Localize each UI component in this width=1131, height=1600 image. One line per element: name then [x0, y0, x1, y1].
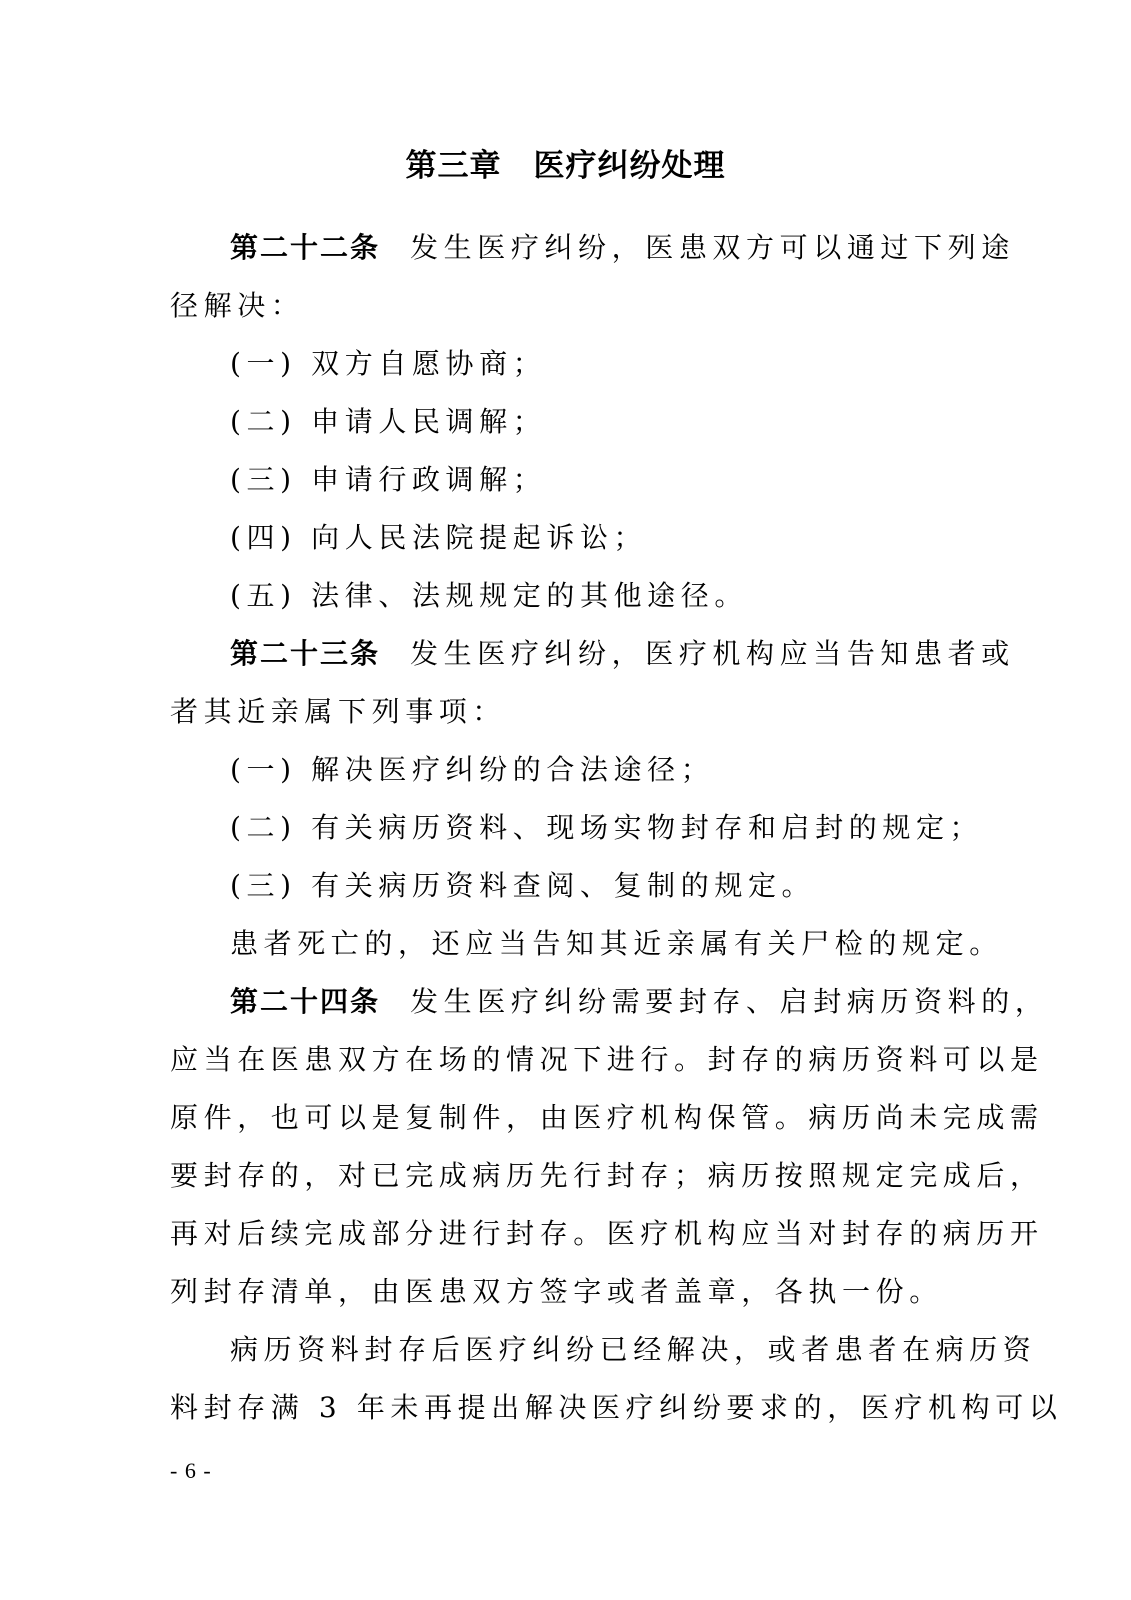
article-24-line: 再对后续完成部分进行封存。医疗机构应当对封存的病历开 — [170, 1217, 1044, 1250]
article-24-text: 发生医疗纠纷需要封存、启封病历资料的， — [410, 985, 1049, 1018]
article-24-line: 列封存清单，由医患双方签字或者盖章，各执一份。 — [170, 1275, 943, 1308]
article-23-item: (三) 有关病历资料查阅、复制的规定。 — [230, 869, 816, 902]
article-24-label: 第二十四条 — [230, 985, 381, 1018]
article-23-item: (一) 解决医疗纠纷的合法途径； — [230, 753, 715, 786]
article-22-item: (一) 双方自愿协商； — [230, 347, 547, 380]
article-23-label: 第二十三条 — [230, 637, 381, 670]
article-23-note: 患者死亡的，还应当告知其近亲属有关尸检的规定。 — [230, 927, 1003, 960]
article-23-item: (二) 有关病历资料、现场实物封存和启封的规定； — [230, 811, 984, 844]
article-22-item: (四) 向人民法院提起诉讼； — [230, 521, 648, 554]
chapter-title: 第三章 医疗纠纷处理 — [405, 148, 726, 184]
article-22-item: (三) 申请行政调解； — [230, 463, 547, 496]
article-24-first-line — [230, 982, 1049, 1022]
article-23-text: 发生医疗纠纷，医疗机构应当告知患者或 — [410, 637, 1015, 670]
article-24-paragraph-2-line: 料封存满 3 年未再提出解决医疗纠纷要求的，医疗机构可以 — [170, 1391, 1063, 1424]
article-22-label: 第二十二条 — [230, 231, 381, 264]
article-24-line: 原件，也可以是复制件，由医疗机构保管。病历尚未完成需 — [170, 1101, 1044, 1134]
article-24-line: 要封存的，对已完成病历先行封存；病历按照规定完成后， — [170, 1159, 1044, 1192]
page-number: - 6 - — [170, 1458, 212, 1483]
article-22-text: 发生医疗纠纷，医患双方可以通过下列途 — [410, 231, 1015, 264]
article-22-continuation: 径解决： — [170, 289, 305, 322]
article-24-paragraph-2-line: 病历资料封存后医疗纠纷已经解决，或者患者在病历资 — [230, 1333, 1037, 1366]
article-22-first-line — [230, 228, 1015, 268]
article-24-line: 应当在医患双方在场的情况下进行。封存的病历资料可以是 — [170, 1043, 1044, 1076]
article-22-item: (二) 申请人民调解； — [230, 405, 547, 438]
article-22-item: (五) 法律、法规规定的其他途径。 — [230, 579, 748, 612]
article-23-continuation: 者其近亲属下列事项： — [170, 695, 507, 728]
article-23-first-line — [230, 634, 1015, 674]
